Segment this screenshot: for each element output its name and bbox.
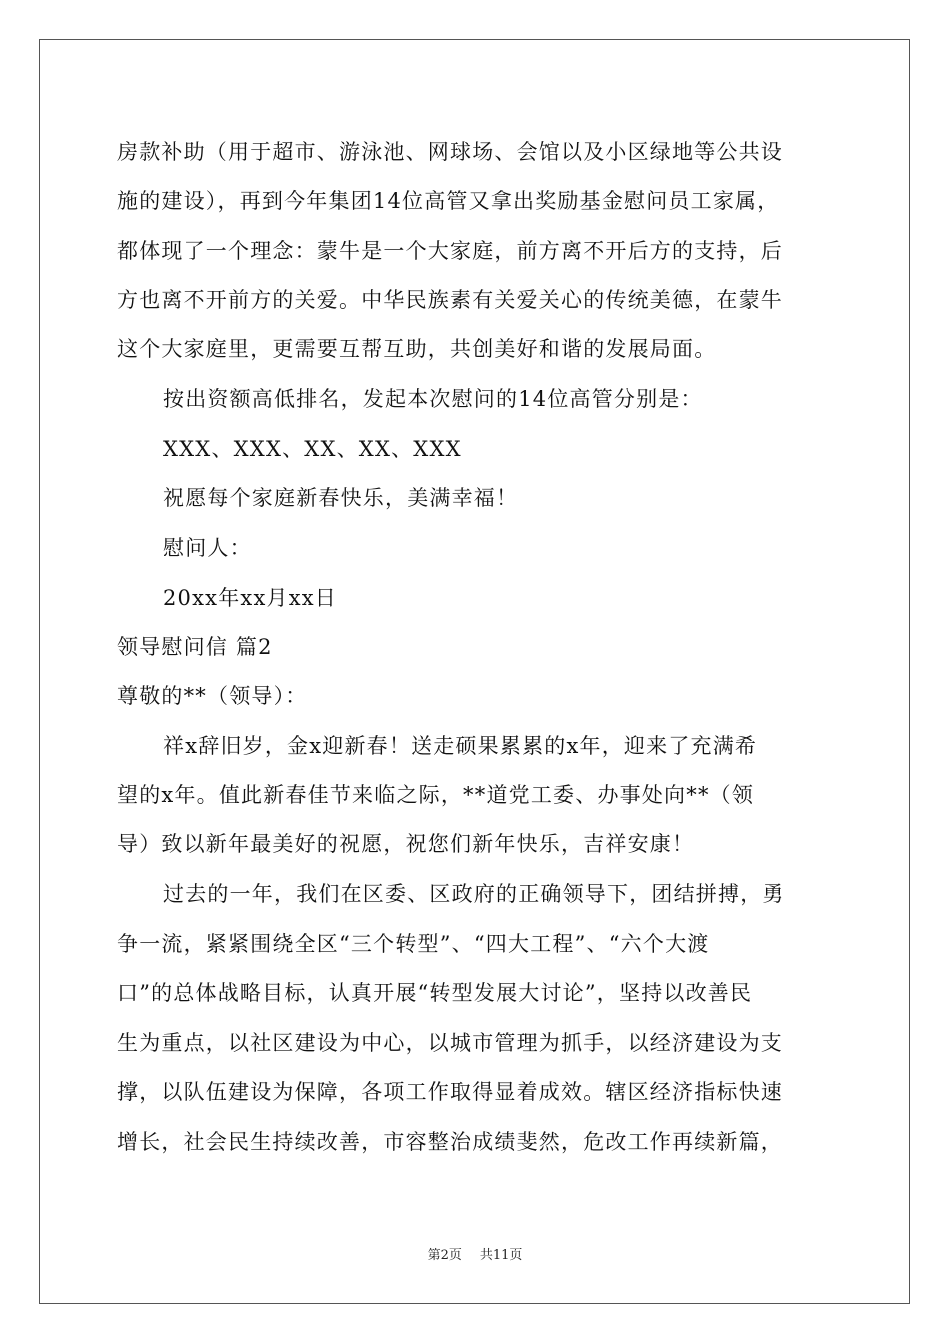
- text-line: 撑，以队伍建设为保障，各项工作取得显着成效。辖区经济指标快速: [117, 1080, 783, 1104]
- salutation: 尊敬的**（领导）：: [117, 684, 308, 708]
- page-total: 共11页: [479, 1248, 523, 1263]
- text-line: 口”的总体战略目标，认真开展“转型发展大讨论”，坚持以改善民: [117, 981, 753, 1005]
- text-line: 都体现了一个理念：蒙牛是一个大家庭，前方离不开后方的支持，后: [117, 239, 783, 263]
- text-line: 按出资额高低排名，发起本次慰问的14位高管分别是：: [163, 387, 703, 411]
- text-line: 过去的一年，我们在区委、区政府的正确领导下，团结拼搏，勇: [163, 882, 785, 906]
- page-number: 第2页: [427, 1248, 462, 1263]
- text-line: 祝愿每个家庭新春快乐，美满幸福！: [163, 486, 519, 510]
- text-line: XXX、XXX、XX、XX、XXX: [163, 437, 462, 461]
- signature-label: 慰问人：: [163, 536, 252, 560]
- section-heading: 领导慰问信 篇2: [117, 635, 273, 659]
- text-line: 祥x辞旧岁，金x迎新春！送走硕果累累的x年，迎来了充满希: [163, 734, 758, 758]
- text-line: 方也离不开前方的关爱。中华民族素有关爱关心的传统美德，在蒙牛: [117, 288, 783, 312]
- page-border: [39, 39, 910, 1304]
- text-line: 增长，社会民生持续改善，市容整治成绩斐然，危改工作再续新篇，: [117, 1130, 783, 1154]
- text-line: 生为重点，以社区建设为中心，以城市管理为抓手，以经济建设为支: [117, 1031, 783, 1055]
- text-line: 导）致以新年最美好的祝愿，祝您们新年快乐，吉祥安康！: [117, 832, 695, 856]
- text-line: 争一流，紧紧围绕全区“三个转型”、“四大工程”、“六个大渡: [117, 932, 710, 956]
- page-footer: [0, 1244, 950, 1263]
- date-line: 20xx年xx月xx日: [163, 586, 337, 610]
- text-line: 这个大家庭里，更需要互帮互助，共创美好和谐的发展局面。: [117, 337, 717, 361]
- text-line: 施的建设），再到今年集团14位高管又拿出奖励基金慰问员工家属，: [117, 189, 780, 213]
- text-line: 望的x年。值此新春佳节来临之际，**道党工委、办事处向**（领: [117, 783, 755, 807]
- text-line: 房款补助（用于超市、游泳池、网球场、会馆以及小区绿地等公共设: [117, 140, 783, 164]
